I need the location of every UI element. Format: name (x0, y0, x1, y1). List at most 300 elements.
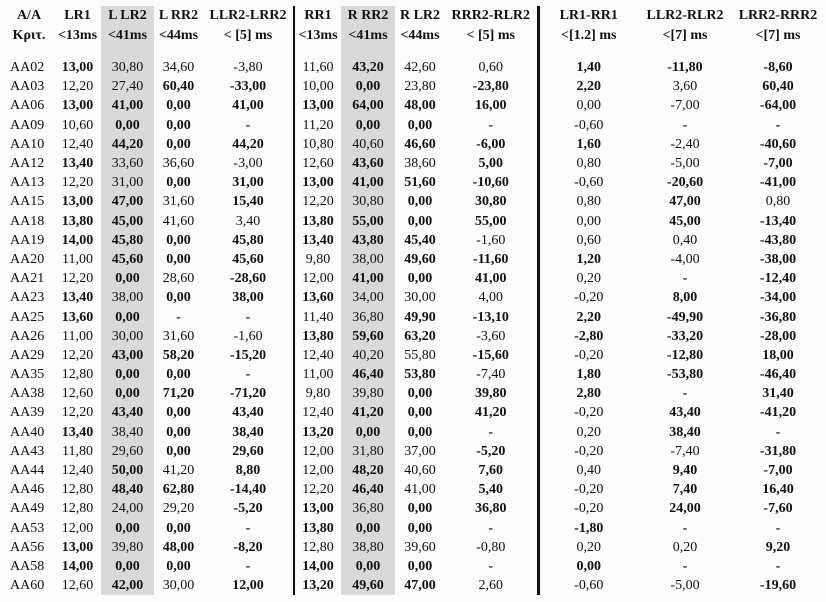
table-cell: -11,80 (667, 60, 703, 76)
table-cell: 43,40 (101, 403, 154, 422)
spacer-cell (101, 45, 154, 58)
table-cell: -0,80 (476, 539, 506, 555)
table-cell: -31,80 (759, 443, 797, 459)
table-cell: 46,40 (341, 480, 395, 499)
table-cell: 23,80 (404, 79, 436, 95)
table-cell: 38,00 (341, 250, 395, 269)
table-cell: 39,60 (404, 539, 436, 555)
table-cell: 13,00 (294, 499, 341, 518)
table-cell: - (488, 520, 494, 536)
table-cell: -2,80 (538, 327, 638, 346)
table-row (4, 538, 824, 557)
table-row (4, 192, 824, 211)
table-cell: 11,60 (294, 58, 341, 77)
table-cell: 42,60 (404, 60, 436, 76)
table-row (4, 499, 824, 518)
table-cell: 0,00 (407, 386, 433, 402)
table-cell: 11,00 (62, 251, 93, 267)
header-cell: < [5] ms (466, 27, 515, 43)
table-cell: 12,60 (61, 386, 94, 402)
table-cell: -7,00 (763, 463, 793, 479)
table-row (4, 307, 824, 326)
table-cell: 7,60 (478, 463, 503, 479)
table-cell: -41,20 (759, 405, 797, 421)
table-cell: -64,00 (759, 98, 797, 114)
table-cell: 45,00 (101, 212, 154, 231)
header-cell: <[1.2] ms (538, 25, 638, 45)
row-id: AA40 (10, 424, 45, 440)
table-cell: 41,00 (101, 96, 154, 115)
table-cell: 29,20 (162, 501, 195, 517)
table-cell: - (775, 424, 781, 440)
header-cell: <13ms (294, 25, 341, 45)
table-cell: 13,40 (61, 424, 94, 440)
table-cell: -6,00 (476, 136, 506, 152)
header-cell: RR1 (294, 6, 341, 25)
table-cell: 12,80 (61, 367, 94, 383)
table-cell: 45,00 (669, 213, 701, 229)
table-cell: -34,00 (759, 290, 797, 306)
table-cell: 44,20 (101, 135, 154, 154)
table-cell: 0,00 (407, 501, 433, 517)
table-cell: 0,60 (538, 231, 638, 250)
table-cell: 12,40 (61, 136, 94, 152)
table-cell: -7,40 (476, 367, 506, 383)
table-cell: 71,20 (162, 386, 195, 402)
table-cell: 1,80 (538, 365, 638, 384)
table-cell: 41,00 (404, 482, 436, 498)
table-row (4, 461, 824, 480)
table-cell: 46,60 (404, 136, 436, 152)
table-cell: - (176, 309, 181, 325)
table-cell: 9,20 (765, 539, 791, 555)
header-cell: <41ms (341, 25, 395, 45)
table-cell: 24,00 (101, 499, 154, 518)
table-cell: 43,80 (341, 231, 395, 250)
table-cell: 28,60 (162, 271, 195, 287)
table-cell: 12,20 (61, 79, 94, 95)
table-row (4, 135, 824, 154)
table-cell: 45,60 (101, 250, 154, 269)
header-cell: L RR2 (158, 8, 199, 23)
header-cell: LLR2-RLR2 (646, 8, 724, 23)
table-cell: 39,80 (475, 386, 507, 402)
table-cell: 50,00 (101, 461, 154, 480)
table-cell: -0,60 (538, 173, 638, 192)
table-cell: 12,00 (294, 269, 341, 288)
table-cell: 41,60 (162, 213, 195, 229)
table-cell: - (682, 117, 688, 133)
row-id: AA15 (10, 194, 45, 210)
table-cell: 0,00 (166, 136, 191, 152)
table-cell: 0,20 (672, 539, 698, 555)
header-cell: LRR2-RRR2 (738, 8, 818, 23)
table-cell: 13,20 (294, 423, 341, 442)
table-cell: 13,80 (294, 327, 341, 346)
table-cell: 13,00 (61, 194, 94, 210)
table-cell: 12,80 (61, 501, 94, 517)
table-cell: 31,60 (162, 194, 195, 210)
table-row (4, 423, 824, 442)
table-row (4, 288, 824, 307)
table-row (4, 480, 824, 499)
table-cell: -5,00 (670, 156, 700, 172)
table-cell: 43,60 (341, 154, 395, 173)
data-table (4, 6, 824, 595)
table-cell: 13,60 (61, 309, 94, 325)
header-cell: R LR2 (399, 8, 441, 23)
table-cell: -11,60 (473, 251, 509, 267)
table-cell: 40,20 (341, 346, 395, 365)
table-cell: - (245, 367, 251, 383)
table-cell: 0,00 (538, 96, 638, 115)
table-body (4, 45, 824, 595)
table-cell: 12,00 (294, 442, 341, 461)
table-cell: 36,80 (341, 499, 395, 518)
table-cell: 13,00 (294, 173, 341, 192)
table-cell: -8,60 (763, 60, 793, 76)
row-id: AA58 (10, 558, 45, 574)
table-cell: 41,00 (475, 271, 507, 287)
table-cell: 0,00 (166, 232, 191, 248)
table-cell: - (775, 558, 781, 574)
table-row (4, 173, 824, 192)
table-cell: 41,20 (162, 463, 195, 479)
table-cell: 13,00 (294, 96, 341, 115)
table-cell: 0,00 (166, 424, 191, 440)
spacer-cell (732, 45, 824, 58)
table-cell: 31,40 (762, 386, 794, 402)
header-row-2 (4, 25, 824, 45)
table-cell: 30,00 (162, 578, 195, 594)
table-cell: 2,80 (538, 384, 638, 403)
row-id: AA02 (10, 60, 45, 76)
table-cell: 0,00 (101, 519, 154, 538)
table-cell: 60,40 (762, 79, 794, 95)
table-cell: 38,80 (341, 538, 395, 557)
table-row (4, 77, 824, 96)
table-cell: -13,10 (472, 309, 509, 325)
table-cell: 27,40 (101, 77, 154, 96)
table-cell: 0,00 (101, 307, 154, 326)
table-row (4, 212, 824, 231)
table-cell: 13,40 (294, 231, 341, 250)
table-cell: -7,00 (670, 98, 700, 114)
table-cell: 0,00 (407, 213, 433, 229)
table-cell: 41,00 (341, 269, 395, 288)
table-cell: 0,00 (101, 384, 154, 403)
table-cell: 31,00 (232, 175, 264, 191)
table-cell: 10,80 (294, 135, 341, 154)
spacer-cell (341, 45, 395, 58)
table-cell: -10,60 (472, 175, 509, 191)
table-cell: 13,80 (61, 213, 94, 229)
table-cell: 8,80 (235, 463, 261, 479)
table-cell: 41,20 (341, 403, 395, 422)
table-cell: 16,40 (762, 482, 794, 498)
row-id: AA43 (10, 443, 45, 459)
table-cell: 43,20 (341, 58, 395, 77)
table-cell: -15,20 (229, 347, 267, 363)
row-id: AA23 (10, 290, 45, 306)
table-cell: 39,80 (341, 384, 395, 403)
table-cell: 5,40 (478, 482, 503, 498)
table-cell: 3,40 (235, 213, 261, 229)
table-cell: 0,20 (538, 538, 638, 557)
table-cell: 13,40 (61, 156, 94, 172)
table-cell: 13,00 (61, 60, 94, 76)
row-id: AA44 (10, 463, 45, 479)
table-cell: 0,60 (478, 60, 503, 76)
table-cell: -0,20 (538, 442, 638, 461)
table-cell: 14,00 (61, 232, 94, 248)
table-cell: 0,00 (407, 424, 433, 440)
table-cell: 1,20 (538, 250, 638, 269)
row-id: AA03 (10, 79, 45, 95)
table-cell: 0,00 (538, 212, 638, 231)
table-cell: 2,20 (538, 77, 638, 96)
table-cell: 44,20 (232, 136, 264, 152)
table-cell: -3,80 (233, 60, 263, 76)
table-cell: -0,60 (538, 116, 638, 135)
table-cell: 41,20 (475, 405, 507, 421)
table-cell: 11,00 (294, 365, 341, 384)
spacer-cell (445, 45, 538, 58)
table-cell: 34,00 (341, 288, 395, 307)
table-cell: 0,00 (101, 557, 154, 576)
spacer-cell (638, 45, 732, 58)
table-cell: 46,40 (341, 365, 395, 384)
table-cell: 31,00 (101, 173, 154, 192)
table-cell: -14,40 (229, 482, 267, 498)
header-cell: RRR2-RLR2 (451, 8, 531, 23)
table-cell: 34,60 (162, 60, 195, 76)
header-cell: LLR2-LRR2 (209, 8, 287, 23)
table-row (4, 96, 824, 115)
table-cell: 30,00 (101, 327, 154, 346)
table-row (4, 557, 824, 576)
table-cell: -0,20 (538, 346, 638, 365)
table-cell: 12,00 (61, 520, 94, 536)
table-cell: 0,00 (407, 558, 433, 574)
row-id: AA39 (10, 405, 45, 421)
header-cell: LR1-RR1 (538, 6, 638, 25)
table-cell: 30,80 (341, 192, 395, 211)
row-id: AA60 (10, 578, 45, 594)
table-cell: 63,20 (404, 328, 436, 344)
table-cell: 12,80 (61, 482, 94, 498)
table-cell: -46,40 (759, 367, 797, 383)
table-cell: 0,00 (407, 271, 433, 287)
table-cell: -3,00 (233, 156, 263, 172)
table-cell: 36,80 (341, 307, 395, 326)
table-cell: 24,00 (669, 501, 701, 517)
table-cell: 58,20 (162, 347, 195, 363)
table-cell: -7,40 (670, 443, 700, 459)
row-id: AA46 (10, 482, 45, 498)
table-cell: - (775, 520, 781, 536)
table-cell: 0,00 (166, 367, 191, 383)
row-id: AA25 (10, 309, 45, 325)
table-cell: 0,20 (538, 423, 638, 442)
header-cell: <41ms (101, 25, 154, 45)
table-cell: 40,60 (341, 135, 395, 154)
table-cell: 14,00 (61, 558, 94, 574)
table-cell: 0,00 (538, 557, 638, 576)
table-cell: - (245, 309, 251, 325)
table-cell: 9,40 (672, 463, 698, 479)
table-cell: 42,00 (101, 576, 154, 595)
table-cell: 40,60 (404, 463, 436, 479)
table-cell: 45,40 (404, 232, 436, 248)
table-cell: 36,80 (475, 501, 507, 517)
table-cell: 48,00 (162, 539, 195, 555)
table-cell: 4,00 (478, 290, 503, 306)
table-cell: 0,00 (341, 116, 395, 135)
table-cell: -38,00 (759, 251, 797, 267)
table-cell: -8,20 (233, 539, 263, 555)
header-cell: Κριτ. (12, 27, 46, 43)
table-cell: 8,00 (672, 290, 698, 306)
table-cell: 33,60 (101, 154, 154, 173)
table-cell: 47,00 (669, 194, 701, 210)
table-row (4, 365, 824, 384)
table-cell: 45,80 (101, 231, 154, 250)
table-cell: -5,20 (233, 501, 263, 517)
table-cell: 12,60 (61, 578, 94, 594)
spacer-cell (154, 45, 203, 58)
table-cell: 9,80 (294, 384, 341, 403)
table-cell: 14,00 (294, 557, 341, 576)
spacer-cell (395, 45, 445, 58)
table-cell: 31,60 (162, 328, 195, 344)
row-id: AA19 (10, 232, 45, 248)
table-cell: 0,80 (765, 194, 791, 210)
table-cell: -3,60 (476, 328, 506, 344)
table-cell: -1,80 (538, 519, 638, 538)
table-cell: 0,00 (166, 443, 191, 459)
table-cell: -41,00 (759, 175, 797, 191)
table-cell: 0,00 (166, 117, 191, 133)
table-cell: 12,40 (61, 463, 94, 479)
table-cell: 1,40 (538, 58, 638, 77)
table-cell: 53,80 (404, 367, 436, 383)
table-cell: 38,40 (101, 423, 154, 442)
table-cell: 55,00 (475, 213, 507, 229)
table-row (4, 384, 824, 403)
table-cell: 18,00 (762, 347, 794, 363)
table-cell: -15,60 (472, 347, 509, 363)
table-cell: -53,80 (666, 367, 704, 383)
table-cell: -33,20 (666, 328, 704, 344)
header-cell: A/A (16, 8, 42, 23)
table-cell: 12,20 (61, 405, 94, 421)
table-cell: 0,00 (166, 290, 191, 306)
table-cell: 43,40 (232, 405, 264, 421)
table-cell: 0,80 (538, 192, 638, 211)
table-cell: 12,40 (294, 403, 341, 422)
table-cell: 41,00 (341, 173, 395, 192)
table-cell: 7,40 (672, 482, 698, 498)
header-cell: L LR2 (101, 6, 154, 25)
table-cell: 13,20 (294, 576, 341, 595)
table-cell: 0,40 (538, 461, 638, 480)
table-cell: - (488, 117, 494, 133)
spacer-cell (294, 45, 341, 58)
table-cell: -19,60 (759, 578, 797, 594)
table-cell: 38,60 (404, 156, 436, 172)
table-cell: 30,00 (404, 290, 436, 306)
table-row (4, 58, 824, 77)
table-row (4, 346, 824, 365)
table-cell: 12,20 (61, 271, 94, 287)
table-row (4, 116, 824, 135)
table-cell: 0,00 (101, 116, 154, 135)
table-cell: -0,20 (538, 403, 638, 422)
table-cell: 15,40 (232, 194, 264, 210)
table-cell: 37,00 (404, 443, 436, 459)
table-cell: 12,20 (61, 175, 94, 191)
table-cell: -1,60 (476, 232, 506, 248)
table-row (4, 250, 824, 269)
spacer-row (4, 45, 824, 58)
table-cell: - (682, 386, 688, 402)
table-cell: 13,40 (61, 290, 94, 306)
table-cell: 38,40 (669, 424, 701, 440)
header-cell: <13ms (57, 27, 98, 43)
table-cell: - (682, 520, 688, 536)
header-cell: LR1 (64, 8, 91, 23)
table-cell: -20,60 (666, 175, 704, 191)
table-cell: -33,00 (229, 79, 267, 95)
table-cell: 48,00 (404, 98, 436, 114)
table-cell: 55,80 (404, 347, 436, 363)
table-cell: - (682, 558, 688, 574)
table-cell: 0,00 (166, 251, 191, 267)
table-cell: -36,80 (759, 309, 797, 325)
table-cell: 12,40 (294, 346, 341, 365)
table-cell: 11,40 (294, 307, 341, 326)
table-cell: 2,60 (478, 578, 503, 594)
table-cell: 12,80 (294, 538, 341, 557)
table-cell: -23,80 (472, 79, 509, 95)
table-cell: 43,00 (101, 346, 154, 365)
table-cell: 5,00 (478, 156, 503, 172)
table-cell: 47,00 (101, 192, 154, 211)
table-cell: -0,60 (538, 576, 638, 595)
header-cell: R RR2 (341, 6, 395, 25)
table-row (4, 442, 824, 461)
header-cell: <[7] ms (755, 27, 801, 43)
table-cell: 59,60 (341, 327, 395, 346)
table-cell: -28,00 (759, 328, 797, 344)
row-id: AA35 (10, 367, 45, 383)
table-cell: 0,00 (166, 405, 191, 421)
table-cell: 47,00 (404, 578, 436, 594)
table-cell: 12,20 (294, 480, 341, 499)
table-row (4, 231, 824, 250)
table-row (4, 519, 824, 538)
table-cell: 0,00 (166, 175, 191, 191)
table-cell: 0,00 (166, 520, 191, 536)
table-cell: 12,00 (232, 578, 264, 594)
row-id: AA10 (10, 136, 45, 152)
row-id: AA53 (10, 520, 45, 536)
table-row (4, 269, 824, 288)
table-cell: 55,00 (341, 212, 395, 231)
spacer-cell (4, 45, 54, 58)
row-id: AA13 (10, 175, 45, 191)
